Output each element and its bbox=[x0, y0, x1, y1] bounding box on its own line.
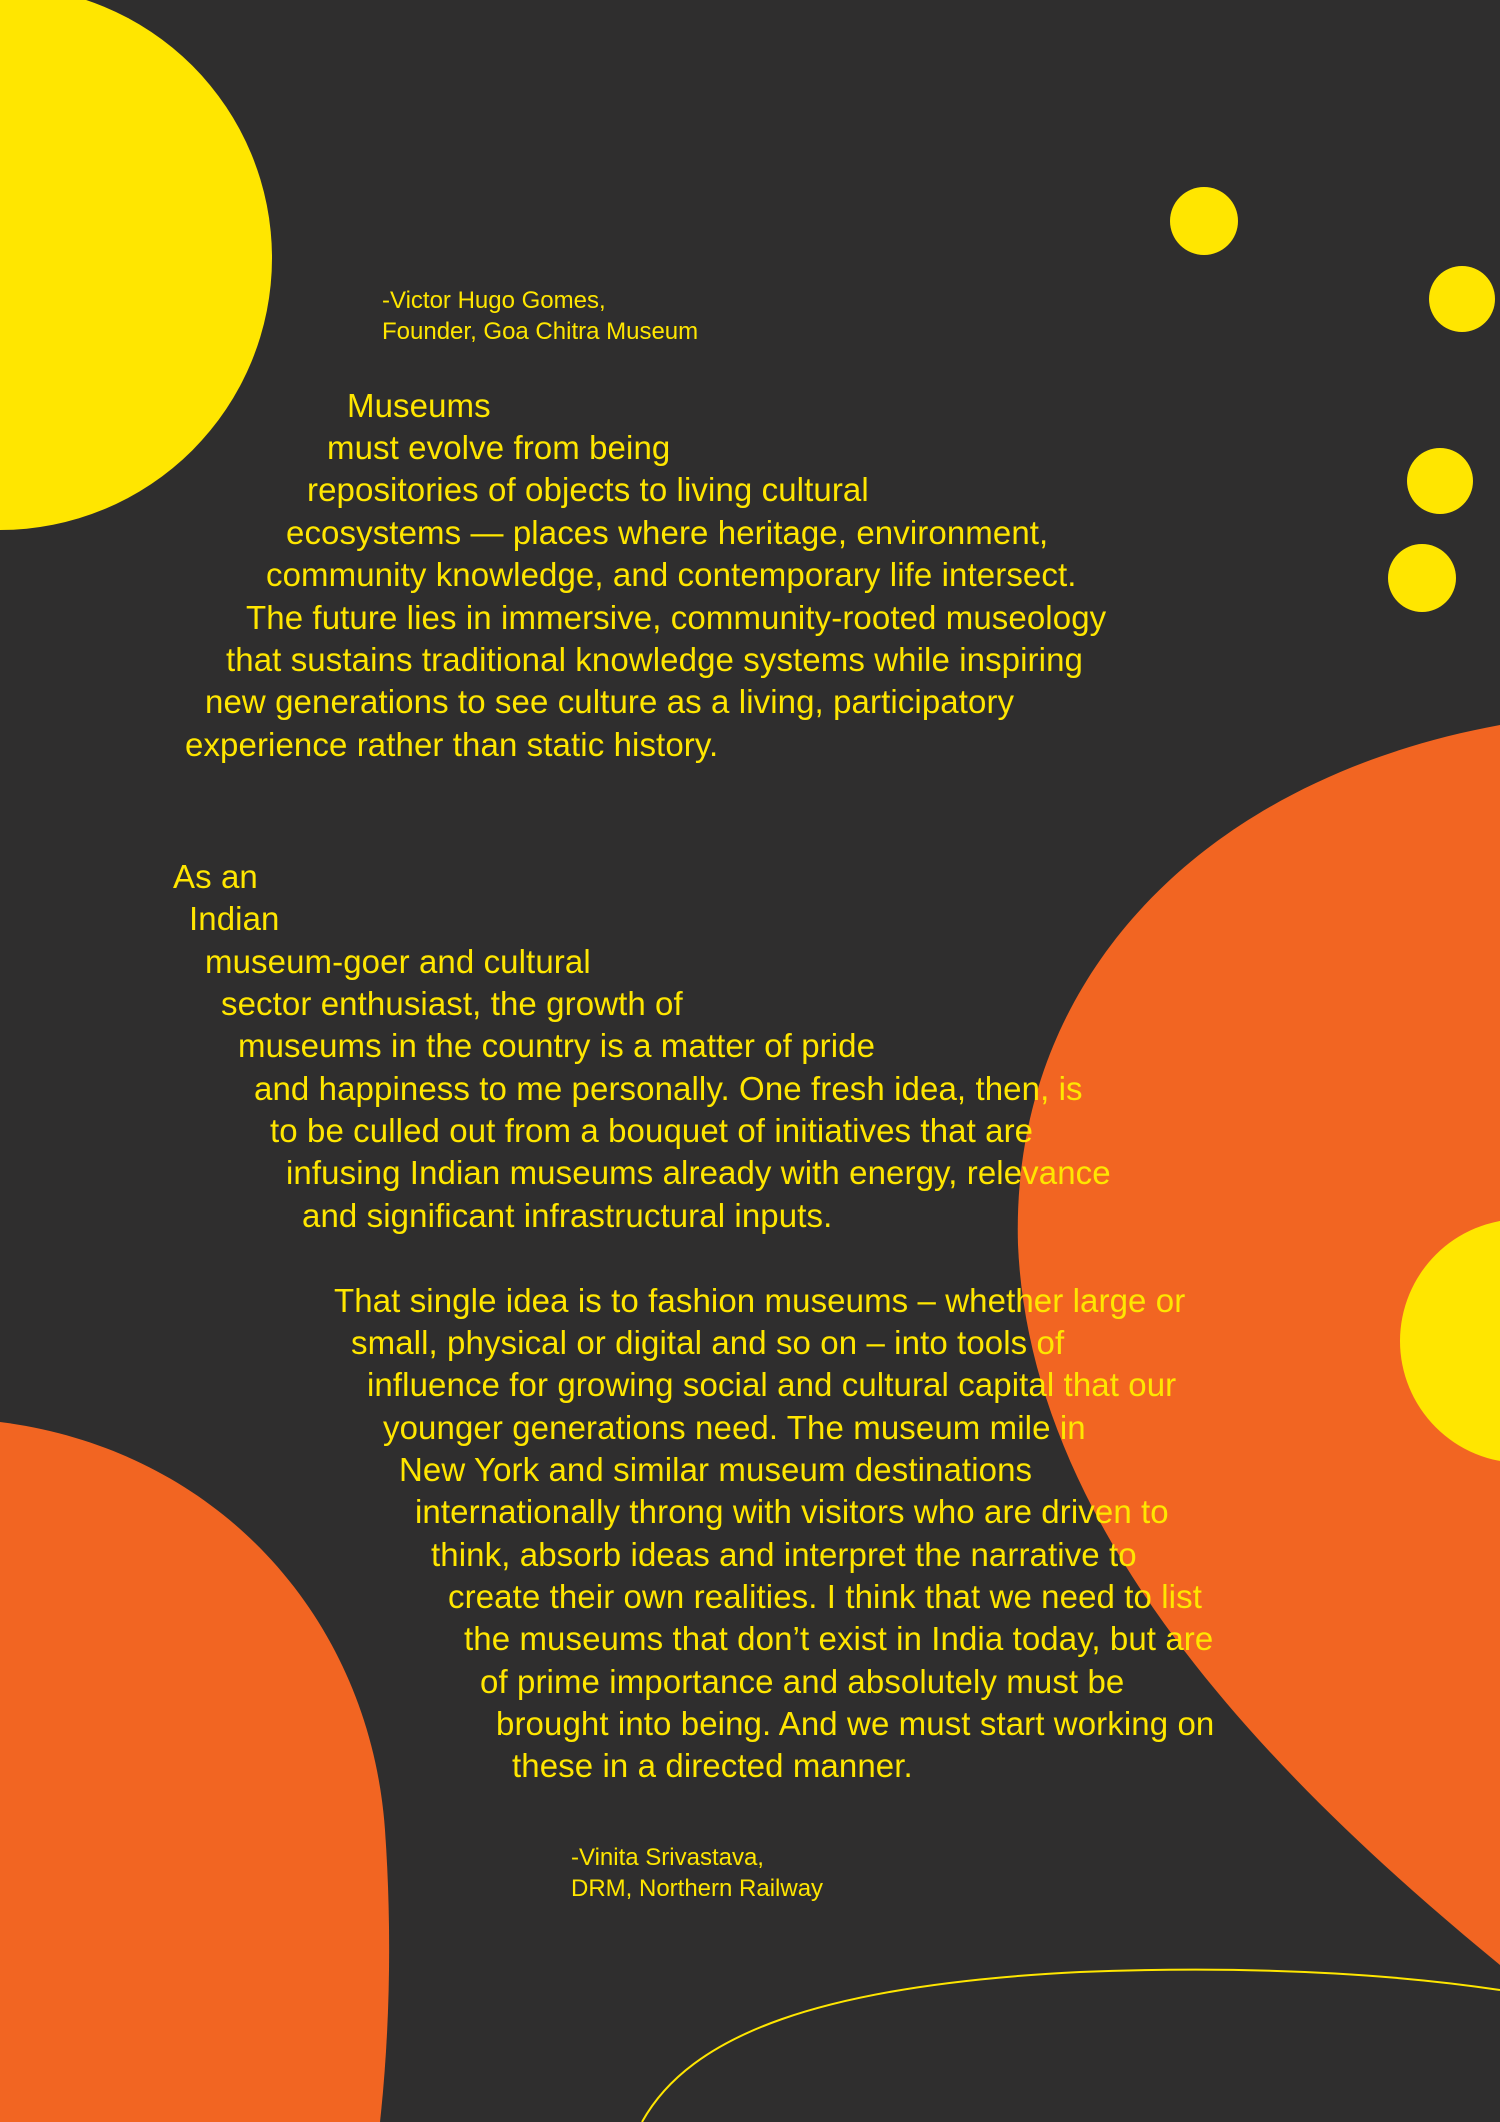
quote2-line: brought into being. And we must start working on bbox=[496, 1705, 1215, 1742]
quote2-attribution-role: DRM, Northern Railway bbox=[571, 1875, 824, 1902]
quote2-line: internationally throng with visitors who are driven to bbox=[415, 1493, 1169, 1530]
quote1-line: community knowledge, and contemporary life intersect. bbox=[266, 556, 1077, 593]
quote2-line: create their own realities. I think that we need to list bbox=[448, 1578, 1202, 1615]
quote2-line: Indian bbox=[189, 900, 280, 937]
quote1-line: repositories of objects to living cultural bbox=[307, 471, 869, 508]
quote2-line: sector enthusiast, the growth of bbox=[221, 985, 683, 1022]
small-yellow-dot-1 bbox=[1170, 187, 1238, 255]
quote1-attribution-name: -Victor Hugo Gomes, bbox=[382, 287, 606, 314]
quote2-line: younger generations need. The museum mile in bbox=[383, 1409, 1086, 1446]
quote2-line: and happiness to me personally. One fresh idea, then, is bbox=[254, 1070, 1083, 1107]
quote2-line: to be culled out from a bouquet of initiatives that are bbox=[270, 1112, 1034, 1149]
quote2-line: That single idea is to fashion museums – whether large or bbox=[334, 1282, 1186, 1319]
quote2-line: small, physical or digital and so on – into tools of bbox=[351, 1324, 1065, 1361]
small-yellow-dot-3 bbox=[1407, 448, 1473, 514]
quote2-line: influence for growing social and cultural capital that our bbox=[367, 1366, 1177, 1403]
quote1-line: The future lies in immersive, community-rooted museology bbox=[246, 599, 1107, 636]
quote2-line: these in a directed manner. bbox=[512, 1747, 913, 1784]
quote2-line: As an bbox=[173, 858, 258, 895]
quote2-line: think, absorb ideas and interpret the narrative to bbox=[431, 1536, 1137, 1573]
bottom-left-orange-shape bbox=[0, 1422, 389, 2122]
quote2-line: museums in the country is a matter of pride bbox=[238, 1027, 876, 1064]
quote1-attribution-role: Founder, Goa Chitra Museum bbox=[382, 318, 699, 345]
quote2-line: and significant infrastructural inputs. bbox=[302, 1197, 833, 1234]
quote2-line: museum-goer and cultural bbox=[205, 943, 591, 980]
quote2-line: infusing Indian museums already with energy, relevance bbox=[286, 1154, 1111, 1191]
quote2-line: of prime importance and absolutely must be bbox=[480, 1663, 1125, 1700]
quote2-line: New York and similar museum destinations bbox=[399, 1451, 1033, 1488]
quote1-line: experience rather than static history. bbox=[185, 726, 719, 763]
quote2-line: the museums that don’t exist in India today, but are bbox=[464, 1620, 1214, 1657]
top-left-yellow-circle bbox=[0, 0, 272, 530]
quote1-line: ecosystems — places where heritage, environment, bbox=[286, 514, 1049, 551]
quote1-line: Museums bbox=[347, 387, 491, 424]
quote1-line: that sustains traditional knowledge systems while inspiring bbox=[226, 641, 1083, 678]
quote1-line: must evolve from being bbox=[327, 429, 671, 466]
bottom-outline-arc bbox=[642, 1970, 1500, 2122]
small-yellow-dot-4 bbox=[1388, 544, 1456, 612]
quote1-line: new generations to see culture as a living, participatory bbox=[205, 683, 1015, 720]
small-yellow-dot-2 bbox=[1429, 266, 1495, 332]
quote2-attribution-name: -Vinita Srivastava, bbox=[571, 1844, 764, 1871]
